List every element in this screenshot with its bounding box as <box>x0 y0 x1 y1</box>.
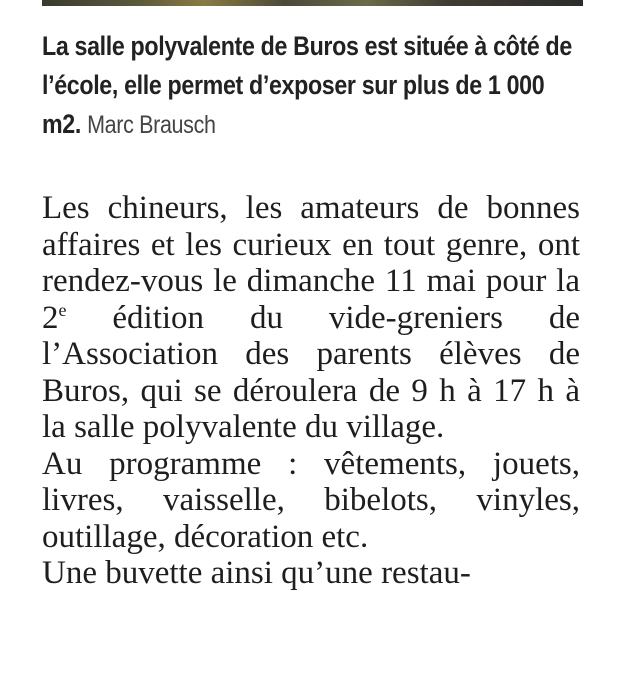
paragraph-1-start: Les chineurs, les amateurs de bonnes affaires et les curieux en tout genre, ont rendez-vous le dimanche 11 mai pour la 2 <box>42 190 580 336</box>
photo-caption <box>42 27 582 145</box>
article-paragraph: Au programme : vêtements, jouets, livres, vaisselle, bibelots, vinyles, outillage, décoration etc. <box>42 445 580 555</box>
photo-credit: Marc Brausch <box>87 111 216 139</box>
caption-text: La salle polyvalente de Buros est située à côté de l’école, elle permet d’exposer sur plus de 1 000 m2. <box>42 31 572 139</box>
ordinal-superscript: e <box>58 299 67 320</box>
article-paragraph <box>42 190 580 446</box>
photo-edge <box>42 0 583 6</box>
article-body <box>42 190 580 592</box>
paragraph-1-end: édition du vide-greniers de l’Association des parents élèves de Buros, qui se déroulera de 9 h à 17 h à la salle polyvalente du village. <box>42 299 580 445</box>
article-paragraph: Une buvette ainsi qu’une restau- <box>42 555 471 591</box>
